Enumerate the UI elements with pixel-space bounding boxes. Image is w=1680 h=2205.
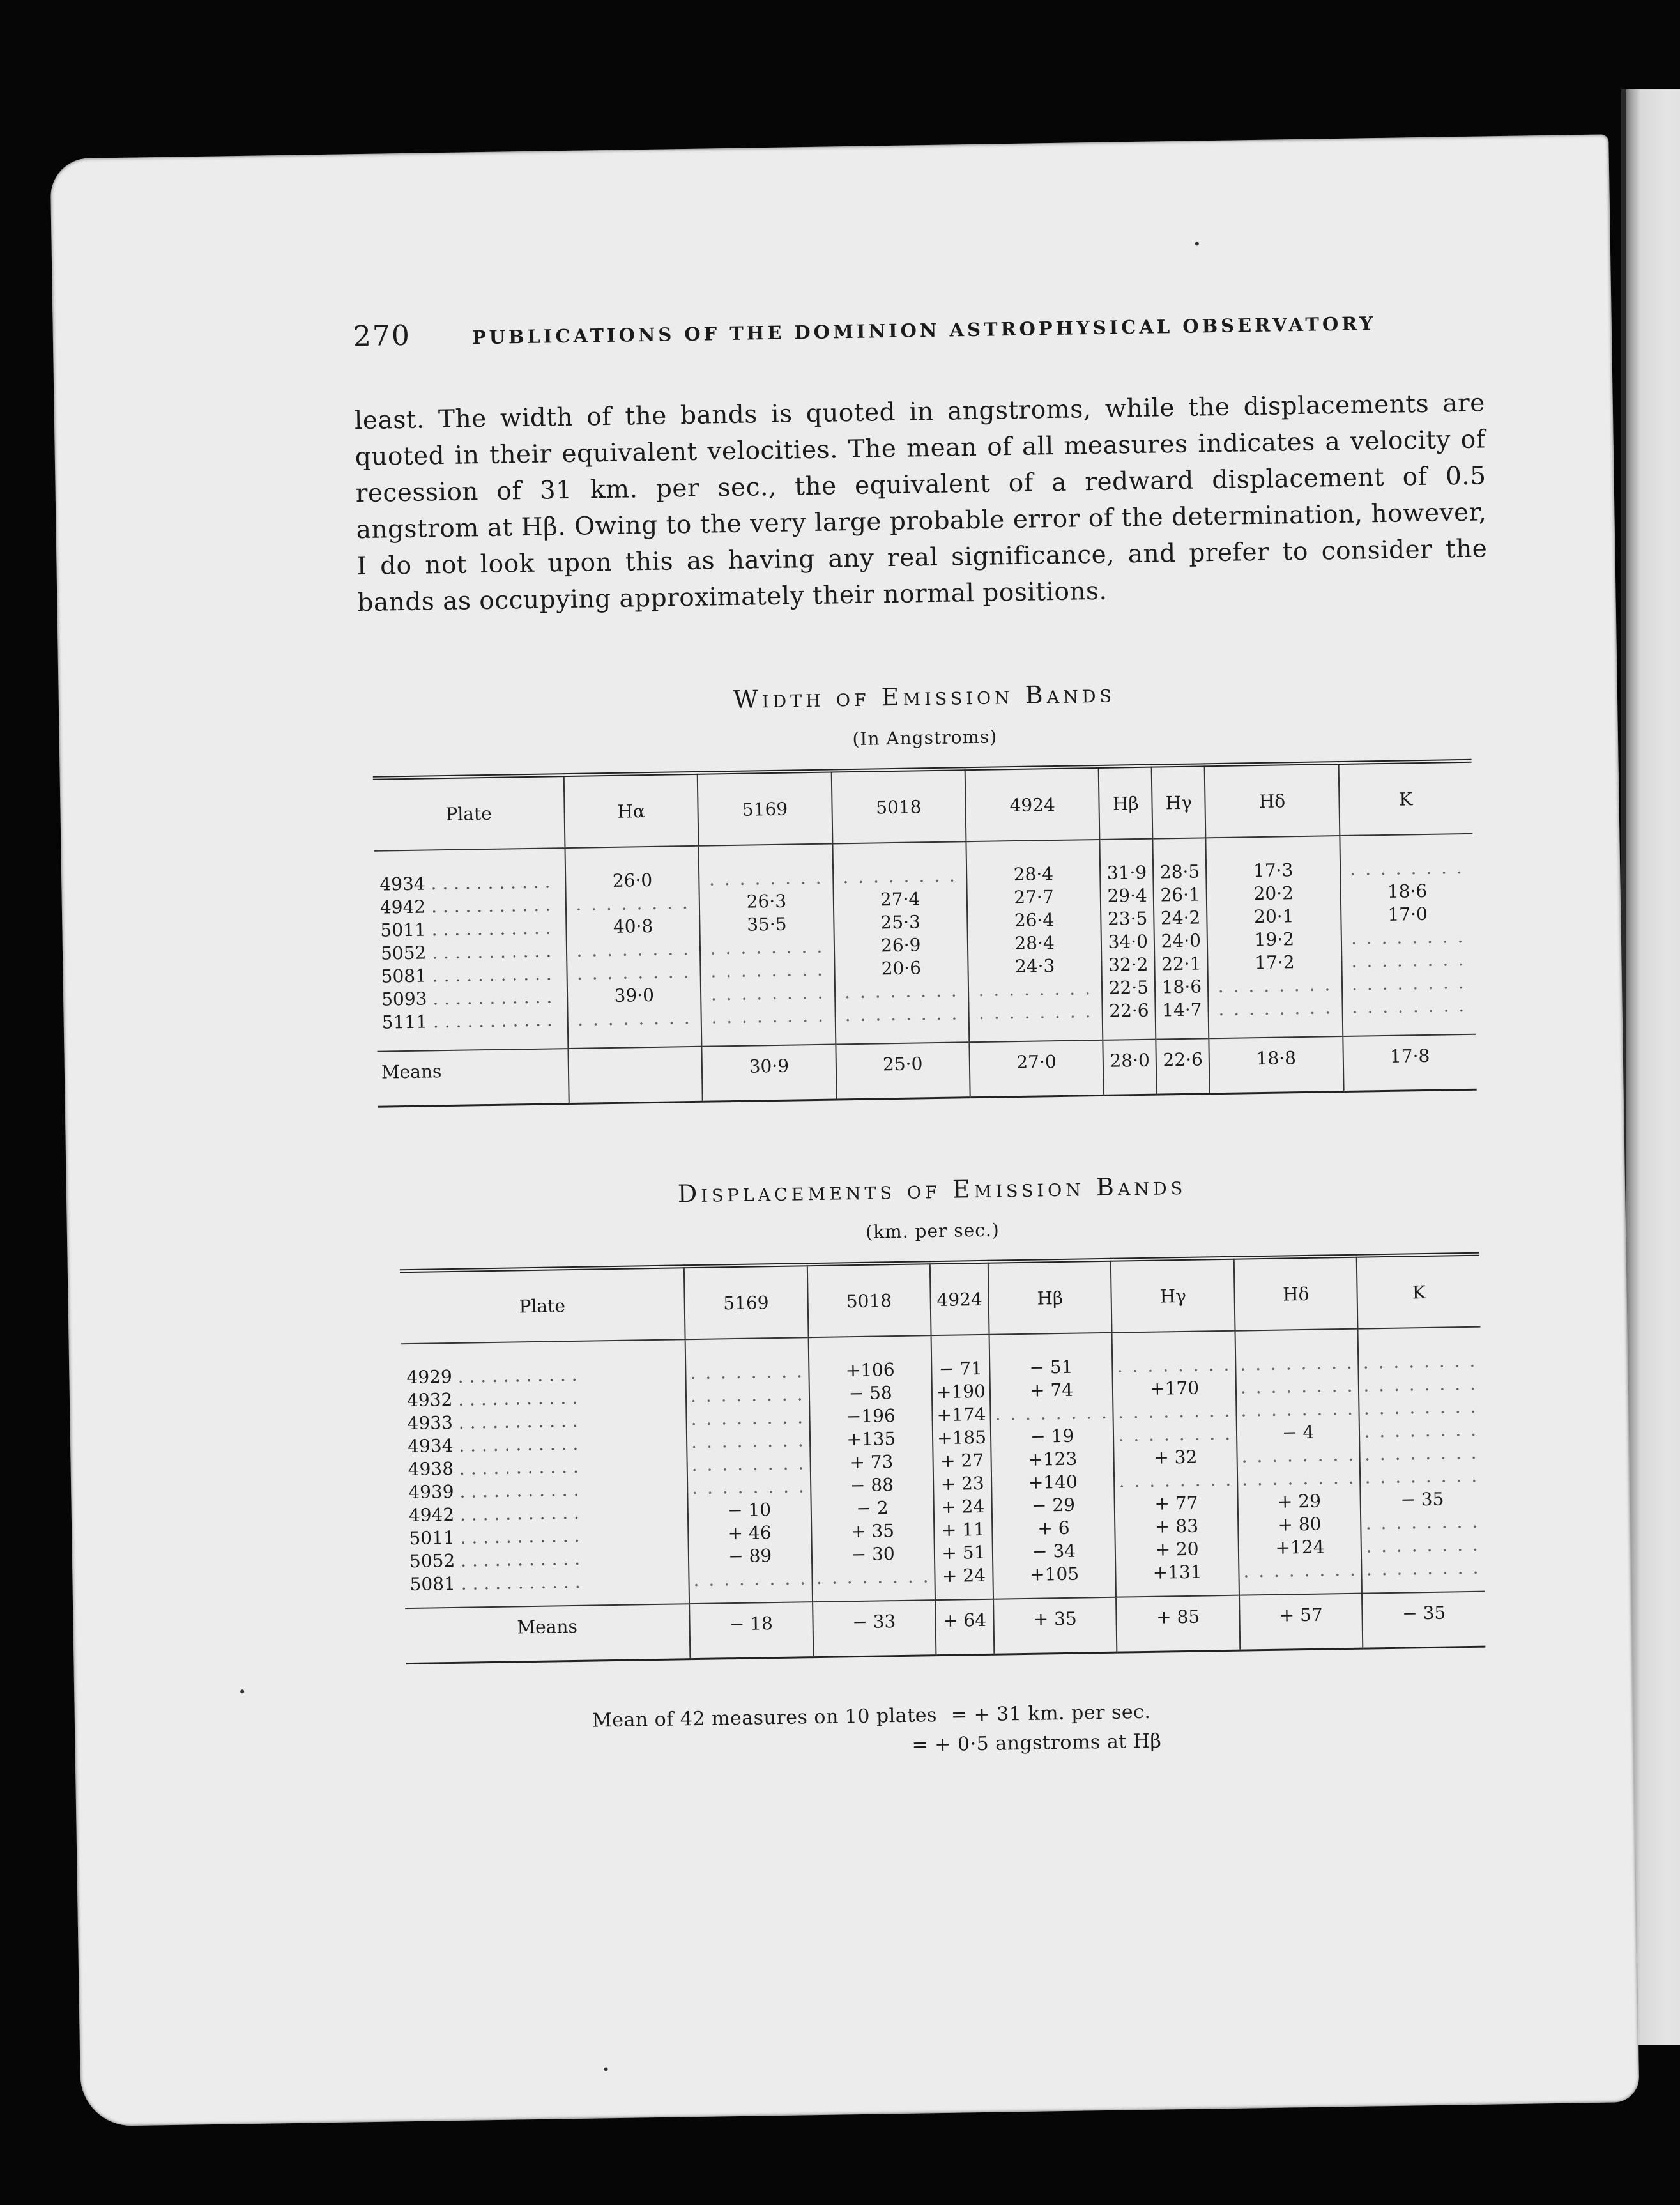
plate-label: 4933 . . . xyxy=(407,1408,682,1435)
table-cell: 26·1 xyxy=(1160,884,1201,906)
table-cell: +140 xyxy=(1028,1471,1078,1493)
means-value: + 64 xyxy=(935,1599,994,1656)
table-cell: . . . . . . . . xyxy=(1365,1510,1480,1534)
table-cell: 28·4 xyxy=(1013,863,1054,886)
table-cell: + 24 xyxy=(942,1564,986,1587)
means-value: 30·9 xyxy=(702,1044,837,1102)
table-cell: + 73 xyxy=(850,1451,894,1473)
table-cell: . . . . . . . . xyxy=(978,978,1093,1001)
value-column xyxy=(989,1333,1116,1599)
column-header: K xyxy=(1357,1254,1480,1329)
table-cell: 32·2 xyxy=(1108,953,1149,976)
column-header: 4924 xyxy=(965,767,1100,841)
plate-column xyxy=(374,848,569,1052)
table-cell: . . . . . . . . xyxy=(1351,948,1466,972)
table-cell: . . . . . . . . xyxy=(1118,1422,1233,1446)
means-value: + 57 xyxy=(1239,1594,1363,1651)
running-head xyxy=(353,302,1484,353)
table-cell: + 6 xyxy=(1037,1517,1070,1539)
means-value: 17·8 xyxy=(1343,1034,1477,1092)
table-cell: . . . . . . . . xyxy=(710,935,825,959)
table-cell: − 35 xyxy=(1400,1488,1444,1510)
publication-title: PUBLICATIONS OF THE DOMINION ASTROPHYSICAL OBSERVATORY xyxy=(471,312,1377,349)
table-cell: +123 xyxy=(1028,1448,1078,1470)
table-cell: . . . . . . . . xyxy=(1241,1397,1355,1421)
table-cell: . . . . . . . . xyxy=(1241,1466,1356,1490)
table-cell: +185 xyxy=(936,1426,987,1449)
table-cell: +135 xyxy=(846,1428,896,1450)
table-cell: . . . . . . . . xyxy=(693,1567,808,1591)
summary-value: = + 31 km. per sec. xyxy=(951,1700,1151,1726)
displacement-table-subtitle: (km. per sec.) xyxy=(866,1219,1000,1243)
table-cell: . . . . . . . . xyxy=(978,1001,1093,1024)
table-cell: −196 xyxy=(846,1405,896,1427)
table-cell: . . . . . . . . xyxy=(816,1565,931,1589)
displacement-table-title: Displacements of Emission Bands xyxy=(677,1171,1187,1208)
value-column xyxy=(1235,1329,1362,1595)
table-cell: . . . . . . . . xyxy=(1117,1353,1232,1377)
value-column xyxy=(1112,1331,1239,1597)
table-cell: . . . . . . . . xyxy=(1241,1443,1356,1467)
table-cell: + 23 xyxy=(940,1472,984,1494)
table-cell: − 89 xyxy=(728,1545,772,1567)
column-header: K xyxy=(1338,761,1472,836)
table-cell: +106 xyxy=(845,1359,895,1381)
column-header: Hα xyxy=(564,773,699,848)
table-cell: . . . . . . . . xyxy=(1364,1464,1479,1488)
means-value: 18·8 xyxy=(1209,1036,1344,1094)
table-cell: . . . . . . . . xyxy=(1243,1558,1358,1582)
table-cell: 27·7 xyxy=(1014,886,1054,909)
table-cell: + 24 xyxy=(940,1495,985,1517)
table-cell: 40·8 xyxy=(613,915,653,937)
plate-label: 4942 . . . xyxy=(409,1500,684,1527)
means-value: 27·0 xyxy=(969,1040,1104,1098)
means-value xyxy=(568,1047,703,1104)
table-cell: . . . . . . . . xyxy=(1363,1372,1478,1396)
plate-label: 5081 . . . xyxy=(381,962,563,988)
value-column xyxy=(1100,839,1156,1040)
column-header: Hδ xyxy=(1234,1256,1358,1331)
table-cell: 23·5 xyxy=(1107,907,1148,930)
table-cell: . . . . . . . . xyxy=(1352,994,1467,1018)
table-cell: . . . . . . . . xyxy=(691,1452,806,1476)
plate-label: 5011 . . . xyxy=(409,1523,684,1550)
table-cell: 24·0 xyxy=(1161,930,1202,952)
means-label: Means xyxy=(377,1049,569,1107)
table-cell: . . . . . . . . xyxy=(576,892,691,915)
width-table-body xyxy=(374,834,1476,1052)
table-cell: . . . . . . . . xyxy=(711,1004,826,1028)
table-cell: 14·7 xyxy=(1161,999,1202,1021)
table-cell: . . . . . . . . xyxy=(691,1475,807,1499)
summary xyxy=(592,1692,1506,1765)
table-cell: 26·0 xyxy=(612,869,653,891)
table-cell: − 34 xyxy=(1032,1540,1076,1562)
table-cell: . . . . . . . . xyxy=(691,1429,806,1453)
table-cell: . . . . . . . . xyxy=(708,866,823,890)
table-cell: + 80 xyxy=(1278,1513,1322,1535)
table-cell: 26·3 xyxy=(746,890,787,912)
table-cell: 20·2 xyxy=(1253,882,1294,905)
value-column xyxy=(832,841,969,1044)
plate-label: 5111 . . . xyxy=(381,1008,563,1034)
table-cell: +105 xyxy=(1029,1563,1080,1585)
width-table-subtitle: (In Angstroms) xyxy=(852,726,998,750)
table-cell: +131 xyxy=(1152,1561,1202,1583)
table-cell: 31·9 xyxy=(1106,861,1147,884)
page-content xyxy=(353,302,1506,1769)
table-cell: 17·3 xyxy=(1253,859,1294,882)
table-cell: . . . . . . . . xyxy=(1366,1556,1481,1580)
value-column xyxy=(1153,838,1209,1039)
value-column xyxy=(699,844,836,1047)
table-cell: . . . . . . . . xyxy=(710,981,825,1005)
table-cell: + 46 xyxy=(728,1522,772,1544)
table-cell: 25·3 xyxy=(880,911,921,933)
table-cell: + 27 xyxy=(940,1449,984,1471)
table-cell: + 35 xyxy=(850,1520,895,1542)
column-header: 5169 xyxy=(684,1264,808,1339)
table-cell: 29·4 xyxy=(1107,884,1148,907)
table-cell: 28·5 xyxy=(1159,861,1200,883)
summary-label: Mean of 42 measures on 10 plates xyxy=(592,1704,938,1732)
means-value: − 18 xyxy=(689,1602,813,1659)
page-number: 270 xyxy=(353,319,411,353)
value-column xyxy=(1358,1327,1485,1594)
width-table xyxy=(373,759,1477,1108)
table-cell: . . . . . . . . xyxy=(576,938,691,961)
table-cell: − 19 xyxy=(1030,1425,1074,1447)
plate-label: 4929 . . . xyxy=(406,1362,682,1389)
plate-label: 4938 . . . xyxy=(408,1454,683,1481)
table-cell: . . . . . . . . xyxy=(843,864,958,888)
value-column xyxy=(1206,836,1343,1038)
table-cell: − 2 xyxy=(856,1497,889,1519)
table-cell: + 83 xyxy=(1154,1515,1199,1537)
plate-label: 5052 . . . xyxy=(409,1546,685,1573)
plate-label: 5081 . . . xyxy=(409,1569,685,1596)
table-cell: . . . . . . . . xyxy=(1218,997,1333,1020)
table-cell: 24·3 xyxy=(1014,955,1055,978)
column-header: Hδ xyxy=(1205,763,1340,838)
table-cell: 28·4 xyxy=(1014,932,1055,955)
width-table-title: Width of Emission Bands xyxy=(733,679,1116,714)
dust-speck xyxy=(1195,242,1199,245)
table-cell: . . . . . . . . xyxy=(844,980,959,1003)
dust-speck xyxy=(240,1689,244,1693)
table-cell: 26·4 xyxy=(1014,909,1055,932)
table-cell: 35·5 xyxy=(746,913,787,935)
table-cell: . . . . . . . . xyxy=(1350,925,1465,949)
table-cell: . . . . . . . . xyxy=(1364,1441,1479,1465)
table-cell: 24·2 xyxy=(1160,907,1201,929)
table-cell: . . . . . . . . xyxy=(1349,857,1465,880)
means-value: + 35 xyxy=(993,1597,1117,1655)
table-cell: . . . . . . . . xyxy=(844,1003,959,1026)
column-header: Plate xyxy=(373,775,565,851)
column-header: Hγ xyxy=(1152,765,1206,838)
table-cell: +174 xyxy=(936,1403,986,1426)
column-header: 5018 xyxy=(831,769,966,843)
plate-label: 4939 . . . xyxy=(408,1477,683,1504)
table-cell: . . . . . . . . xyxy=(576,961,691,984)
table-cell: + 77 xyxy=(1154,1492,1198,1514)
plate-label: 5011 . . . xyxy=(380,916,562,942)
table-cell: . . . . . . . . xyxy=(1240,1374,1355,1398)
table-cell: 39·0 xyxy=(614,984,655,1006)
value-column xyxy=(565,846,701,1049)
table-cell: 17·2 xyxy=(1255,951,1295,974)
table-cell: . . . . . . . . xyxy=(1366,1533,1481,1557)
intro-paragraph: least. The width of the bands is quoted in angstroms, while the displacements are quoted in their equivalent velocities. The mean of all measures indicates a velocity of recession of 31 km. per sec., the equivalent of a redward displacement of 0.5 angstrom at Hβ. Owing to the very large probable error of the determination, however, I do not look upon this as having any real significance, and prefer to consider the bands as occupying approximately their normal positions. xyxy=(354,388,1488,618)
table-cell: 22·1 xyxy=(1161,953,1202,975)
means-label: Means xyxy=(405,1604,690,1663)
table-cell: − 51 xyxy=(1029,1356,1073,1378)
table-cell: 18·6 xyxy=(1387,880,1428,902)
table-cell: . . . . . . . . xyxy=(577,1007,692,1030)
table-cell: . . . . . . . . xyxy=(1119,1468,1233,1492)
value-column xyxy=(808,1335,935,1602)
means-value: 22·6 xyxy=(1156,1038,1210,1095)
table-cell: . . . . . . . . xyxy=(690,1383,805,1407)
table-cell: + 11 xyxy=(941,1518,986,1540)
table-cell: +190 xyxy=(936,1380,986,1403)
table-cell: 18·6 xyxy=(1161,976,1202,998)
table-cell: 19·2 xyxy=(1254,928,1295,951)
plate-column xyxy=(401,1339,689,1608)
plate-label: 4942 . . . xyxy=(380,893,562,919)
displacement-table xyxy=(400,1252,1486,1664)
table-cell: − 30 xyxy=(851,1543,895,1565)
table-cell: . . . . . . . . xyxy=(1364,1418,1479,1442)
column-header: Hγ xyxy=(1111,1258,1235,1333)
value-column xyxy=(966,840,1103,1042)
table-cell: + 74 xyxy=(1029,1379,1074,1401)
column-header: 5018 xyxy=(807,1263,931,1337)
table-cell: . . . . . . . . xyxy=(1363,1349,1478,1373)
table-cell: +124 xyxy=(1275,1536,1325,1558)
table-cell: + 29 xyxy=(1277,1490,1322,1512)
value-column xyxy=(685,1337,813,1604)
table-cell: +170 xyxy=(1149,1377,1200,1399)
table-cell: 20·6 xyxy=(881,957,922,980)
value-column xyxy=(931,1335,993,1600)
table-cell: 22·6 xyxy=(1108,999,1149,1022)
dust-speck xyxy=(604,2067,607,2071)
table-cell: 27·4 xyxy=(880,888,920,910)
table-cell: . . . . . . . . xyxy=(1117,1399,1232,1423)
column-header: 4924 xyxy=(930,1262,989,1335)
table-cell: . . . . . . . . xyxy=(995,1401,1110,1425)
table-cell: 34·0 xyxy=(1108,930,1149,953)
column-header: Hβ xyxy=(1099,766,1153,840)
plate-label: 4932 . . . xyxy=(407,1385,682,1412)
plate-label: 4934 . . . xyxy=(408,1431,683,1458)
table-cell: 20·1 xyxy=(1253,905,1294,928)
table-cell: − 29 xyxy=(1031,1494,1076,1516)
table-cell: − 10 xyxy=(727,1499,772,1521)
means-value: 25·0 xyxy=(836,1042,970,1100)
column-header: 5169 xyxy=(698,771,832,846)
table-cell: . . . . . . . . xyxy=(1240,1351,1355,1375)
value-column xyxy=(1340,834,1476,1036)
column-header: Hβ xyxy=(988,1260,1112,1335)
means-value: − 35 xyxy=(1362,1592,1485,1648)
table-cell: + 32 xyxy=(1154,1446,1198,1468)
summary-value: = + 0·5 angstroms at Hβ xyxy=(912,1730,1162,1756)
plate-label: 5093 . . . xyxy=(381,985,563,1011)
plate-label: 4934 . . . xyxy=(379,870,561,896)
table-cell: + 51 xyxy=(942,1541,986,1563)
column-header: Plate xyxy=(400,1266,685,1344)
table-cell: . . . . . . . . xyxy=(690,1360,805,1384)
table-cell: − 88 xyxy=(850,1474,894,1496)
plate-label: 5052 . . . xyxy=(381,939,563,965)
book-page xyxy=(50,134,1639,2126)
means-value: − 33 xyxy=(813,1600,936,1657)
table-cell: . . . . . . . . xyxy=(1363,1395,1478,1419)
table-cell: − 71 xyxy=(938,1357,983,1380)
means-value: 28·0 xyxy=(1103,1040,1157,1096)
table-cell: + 20 xyxy=(1155,1538,1199,1560)
table-cell: . . . . . . . . xyxy=(691,1406,806,1430)
table-cell: 17·0 xyxy=(1387,903,1428,925)
table-cell: . . . . . . . . xyxy=(710,958,825,982)
table-cell: − 58 xyxy=(848,1382,892,1404)
table-cell: . . . . . . . . xyxy=(1351,971,1466,995)
table-cell: 26·9 xyxy=(880,934,921,957)
table-cell: − 4 xyxy=(1281,1421,1315,1443)
means-value: + 85 xyxy=(1116,1595,1240,1653)
table-cell: 22·5 xyxy=(1108,976,1149,999)
table-cell: . . . . . . . . xyxy=(1218,974,1333,997)
displacement-table-body xyxy=(401,1327,1485,1608)
